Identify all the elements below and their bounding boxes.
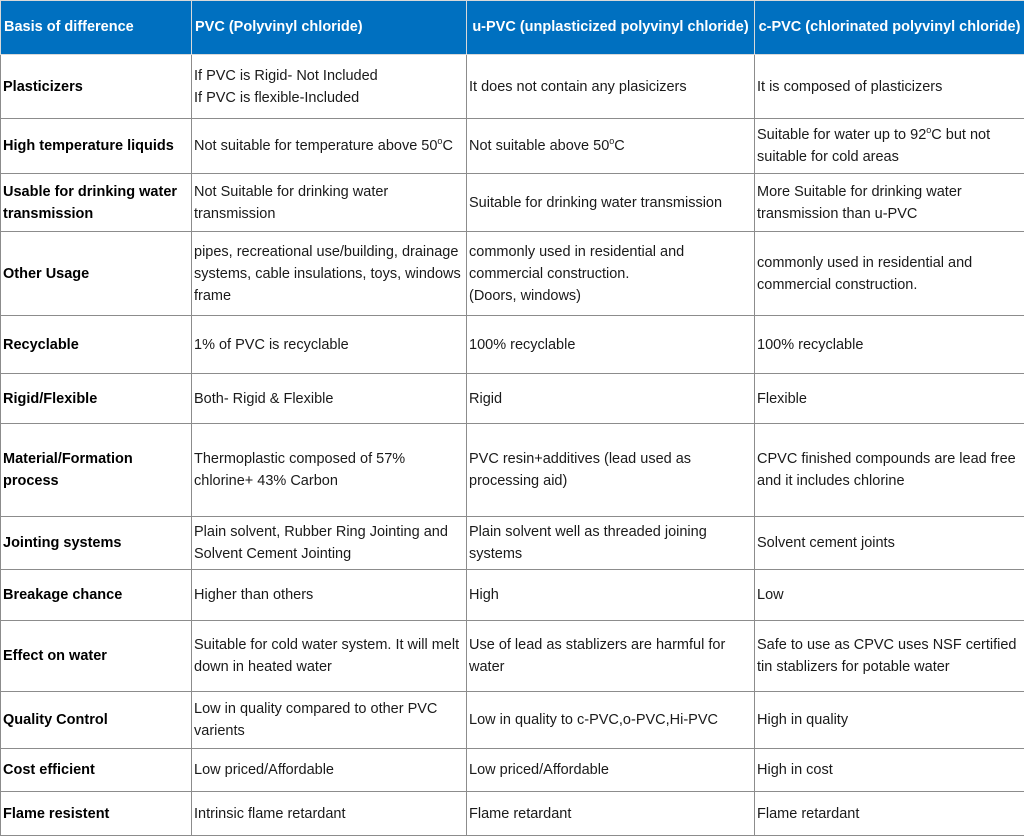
cpvc-cell: High in cost: [755, 749, 1024, 792]
table-row-drinking-water: [1, 174, 1024, 232]
pvc-cell: [192, 55, 467, 119]
row-label: Cost efficient: [1, 749, 192, 792]
header-pvc: PVC (Polyvinyl chloride): [192, 1, 467, 55]
pvc-cell: Low priced/Affordable: [192, 749, 467, 792]
cpvc-cell: 100% recyclable: [755, 316, 1024, 374]
upvc-cell: It does not contain any plasicizers: [467, 55, 755, 119]
header-cpvc: c-PVC (chlorinated polyvinyl chloride): [755, 1, 1024, 55]
upvc-cell: Rigid: [467, 374, 755, 424]
row-label: Jointing systems: [1, 517, 192, 570]
cpvc-cell: CPVC finished compounds are lead free and it includes chlorine: [755, 424, 1024, 517]
upvc-cell: Suitable for drinking water transmission: [467, 174, 755, 232]
upvc-text: Not suitable above 50: [469, 138, 609, 154]
upvc-cell: 100% recyclable: [467, 316, 755, 374]
upvc-cell: PVC resin+additives (lead used as processing aid): [467, 424, 755, 517]
upvc-cell: Plain solvent well as threaded joining systems: [467, 517, 755, 570]
row-label: Flame resistent: [1, 792, 192, 836]
table-row-breakage-chance: [1, 570, 1024, 621]
upvc-cell: Flame retardant: [467, 792, 755, 836]
degree-sup: o: [609, 136, 614, 146]
upvc-cell: Low priced/Affordable: [467, 749, 755, 792]
table-row-material-formation: [1, 424, 1024, 517]
pvc-cell: Both- Rigid & Flexible: [192, 374, 467, 424]
cpvc-cell: Flame retardant: [755, 792, 1024, 836]
pvc-cell: Higher than others: [192, 570, 467, 621]
row-label: Other Usage: [1, 232, 192, 316]
cpvc-cell: [755, 119, 1024, 174]
row-label: Recyclable: [1, 316, 192, 374]
table-row-other-usage: [1, 232, 1024, 316]
cpvc-cell: Solvent cement joints: [755, 517, 1024, 570]
header-basis: Basis of difference: [1, 1, 192, 55]
pvc-cell: pipes, recreational use/building, drainage systems, cable insulations, toys, windows frame: [192, 232, 467, 316]
row-label: Material/Formation process: [1, 424, 192, 517]
upvc-text-unit: C: [614, 138, 624, 154]
degree-sup: o: [437, 136, 442, 146]
cpvc-cell: Flexible: [755, 374, 1024, 424]
table-row-recyclable: [1, 316, 1024, 374]
pvc-cell: Suitable for cold water system. It will melt down in heated water: [192, 621, 467, 692]
pvc-cell: Plain solvent, Rubber Ring Jointing and Solvent Cement Jointing: [192, 517, 467, 570]
cpvc-text-rest: C but not suitable for cold areas: [757, 127, 990, 165]
pvc-cell: Thermoplastic composed of 57% chlorine+ 43% Carbon: [192, 424, 467, 517]
cpvc-cell: High in quality: [755, 692, 1024, 749]
cpvc-text: Suitable for water up to 92: [757, 127, 926, 143]
upvc-cell-line: commonly used in residential and commercial construction.: [469, 241, 752, 285]
table-row-flame-resistent: [1, 792, 1024, 836]
cpvc-cell: More Suitable for drinking water transmission than u-PVC: [755, 174, 1024, 232]
row-label: Rigid/Flexible: [1, 374, 192, 424]
pvc-cell: 1% of PVC is recyclable: [192, 316, 467, 374]
pvc-cell-line: If PVC is Rigid- Not Included: [194, 65, 464, 87]
row-label: Quality Control: [1, 692, 192, 749]
row-label: Breakage chance: [1, 570, 192, 621]
row-label: Effect on water: [1, 621, 192, 692]
row-label: Usable for drinking water transmission: [1, 174, 192, 232]
table-row-rigid-flexible: [1, 374, 1024, 424]
cpvc-cell: Safe to use as CPVC uses NSF certified tin stablizers for potable water: [755, 621, 1024, 692]
upvc-cell: High: [467, 570, 755, 621]
row-label: High temperature liquids: [1, 119, 192, 174]
header-upvc: u-PVC (unplasticized polyvinyl chloride): [467, 1, 755, 55]
row-label: Plasticizers: [1, 55, 192, 119]
table-row-cost-efficient: [1, 749, 1024, 792]
table-row-quality-control: [1, 692, 1024, 749]
cpvc-cell: It is composed of plasticizers: [755, 55, 1024, 119]
upvc-cell: Low in quality to c-PVC,o-PVC,Hi-PVC: [467, 692, 755, 749]
header-row: [1, 1, 1024, 55]
cpvc-cell: Low: [755, 570, 1024, 621]
pvc-text-unit: C: [442, 138, 452, 154]
upvc-cell: [467, 232, 755, 316]
pvc-cell: [192, 119, 467, 174]
cpvc-cell: commonly used in residential and commercial construction.: [755, 232, 1024, 316]
pvc-cell: Intrinsic flame retardant: [192, 792, 467, 836]
pvc-cell: Not Suitable for drinking water transmission: [192, 174, 467, 232]
table-row-plasticizers: [1, 55, 1024, 119]
pvc-text: Not suitable for temperature above 50: [194, 138, 437, 154]
table-row-jointing-systems: [1, 517, 1024, 570]
upvc-cell: [467, 119, 755, 174]
pvc-cell: Low in quality compared to other PVC varients: [192, 692, 467, 749]
upvc-cell-line: (Doors, windows): [469, 285, 752, 307]
upvc-cell: Use of lead as stablizers are harmful for water: [467, 621, 755, 692]
table-row-effect-on-water: [1, 621, 1024, 692]
pvc-cell-line: If PVC is flexible-Included: [194, 87, 464, 109]
table-row-high-temperature: [1, 119, 1024, 174]
degree-sup: o: [926, 125, 931, 135]
